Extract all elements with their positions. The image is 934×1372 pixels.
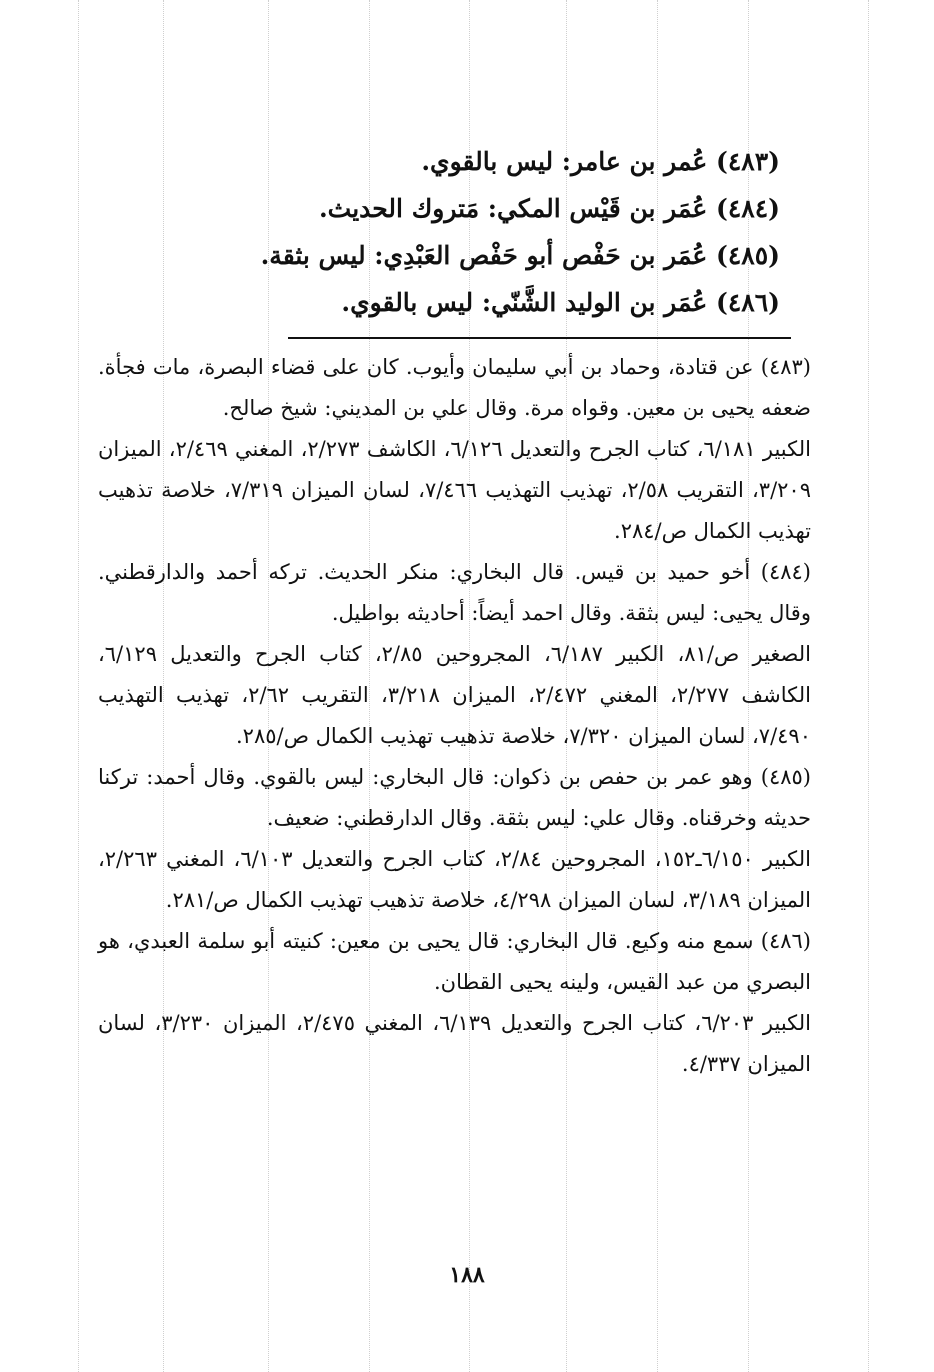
footnote-483-text: (٤٨٣) عن قتادة، وحماد بن أبي سليمان وأيوب. كان على قضاء البصرة، مات فجأة. ضعفه يحيى بن معين. وقواه مرة. وقال علي بن المديني: شيخ صالح.	[98, 355, 811, 420]
main-entries	[240, 138, 780, 326]
scan-guide-line	[868, 0, 869, 1372]
footnote-485-text: (٤٨٥) وهو عمر بن حفص بن ذكوان: قال البخاري: ليس بالقوي. وقال أحمد: تركنا حديثه وخرقناه. وقال علي: ليس بثقة. وقال الدارقطني: ضعيف.	[98, 765, 811, 830]
page-number: ١٨٨	[449, 1262, 485, 1288]
footnote-483-sources: الكبير ٦/١٨١، كتاب الجرح والتعديل ٦/١٢٦، الكاشف ٢/٢٧٣، المغني ٢/٤٦٩، الميزان ٣/٢٠٩، التقريب ٢/٥٨، تهذيب التهذيب ٧/٤٦٦، لسان الميزان ٧/٣١٩، خلاصة تذهيب تهذيب الكمال ص/٢٨٤.	[98, 437, 811, 543]
entry-485: (٤٨٥) عُمَر بن حَفْص أبو حَفْص العَبْدِي: ليس بثقة.	[260, 241, 780, 270]
footnote-486-text: (٤٨٦) سمع منه وكيع. قال البخاري: قال يحيى بن معين: كنيته أبو سلمة العبدي، هو البصري من عبد القيس، ولينه يحيى القطان.	[98, 929, 811, 994]
footnote-486-sources: الكبير ٦/٢٠٣، كتاب الجرح والتعديل ٦/١٣٩، المغني ٢/٤٧٥، الميزان ٣/٢٣٠، لسان الميزان ٤/٣٣٧.	[98, 1011, 812, 1076]
footnote-484-text: (٤٨٤) أخو حميد بن قيس. قال البخاري: منكر الحديث. تركه أحمد والدارقطني. وقال يحيى: ليس بثقة. وقال احمد أيضاً: أحاديثه بواطيل.	[98, 560, 811, 625]
entry-484: (٤٨٤) عُمَر بن قَيْس المكي: مَتروك الحديث.	[318, 194, 780, 223]
footnote-485-sources: الكبير ٦/١٥٠ـ١٥٢، المجروحين ٢/٨٤، كتاب الجرح والتعديل ٦/١٠٣، المغني ٢/٢٦٣، الميزان ٣/١٨٩، لسان الميزان ٤/٢٩٨، خلاصة تذهيب تهذيب الكمال ص/٢٨١.	[98, 847, 811, 912]
footnote-separator	[288, 337, 791, 339]
entry-486: (٤٨٦) عُمَر بن الوليد الشَّنّي: ليس بالقوي.	[341, 288, 780, 317]
footnotes	[98, 347, 811, 1085]
footnote-484-sources: الصغير ص/٨١، الكبير ٦/١٨٧، المجروحين ٢/٨٥، كتاب الجرح والتعديل ٦/١٢٩، الكاشف ٢/٢٧٧، المغني ٢/٤٧٢، الميزان ٣/٢١٨، التقريب ٢/٦٢، تهذيب التهذيب ٧/٤٩٠، لسان الميزان ٧/٣٢٠، خلاصة تذهيب تهذيب الكمال ص/٢٨٥.	[98, 642, 811, 748]
entry-483: (٤٨٣) عُمر بن عامر: ليس بالقوي.	[421, 147, 780, 176]
scan-guide-line	[78, 0, 79, 1372]
